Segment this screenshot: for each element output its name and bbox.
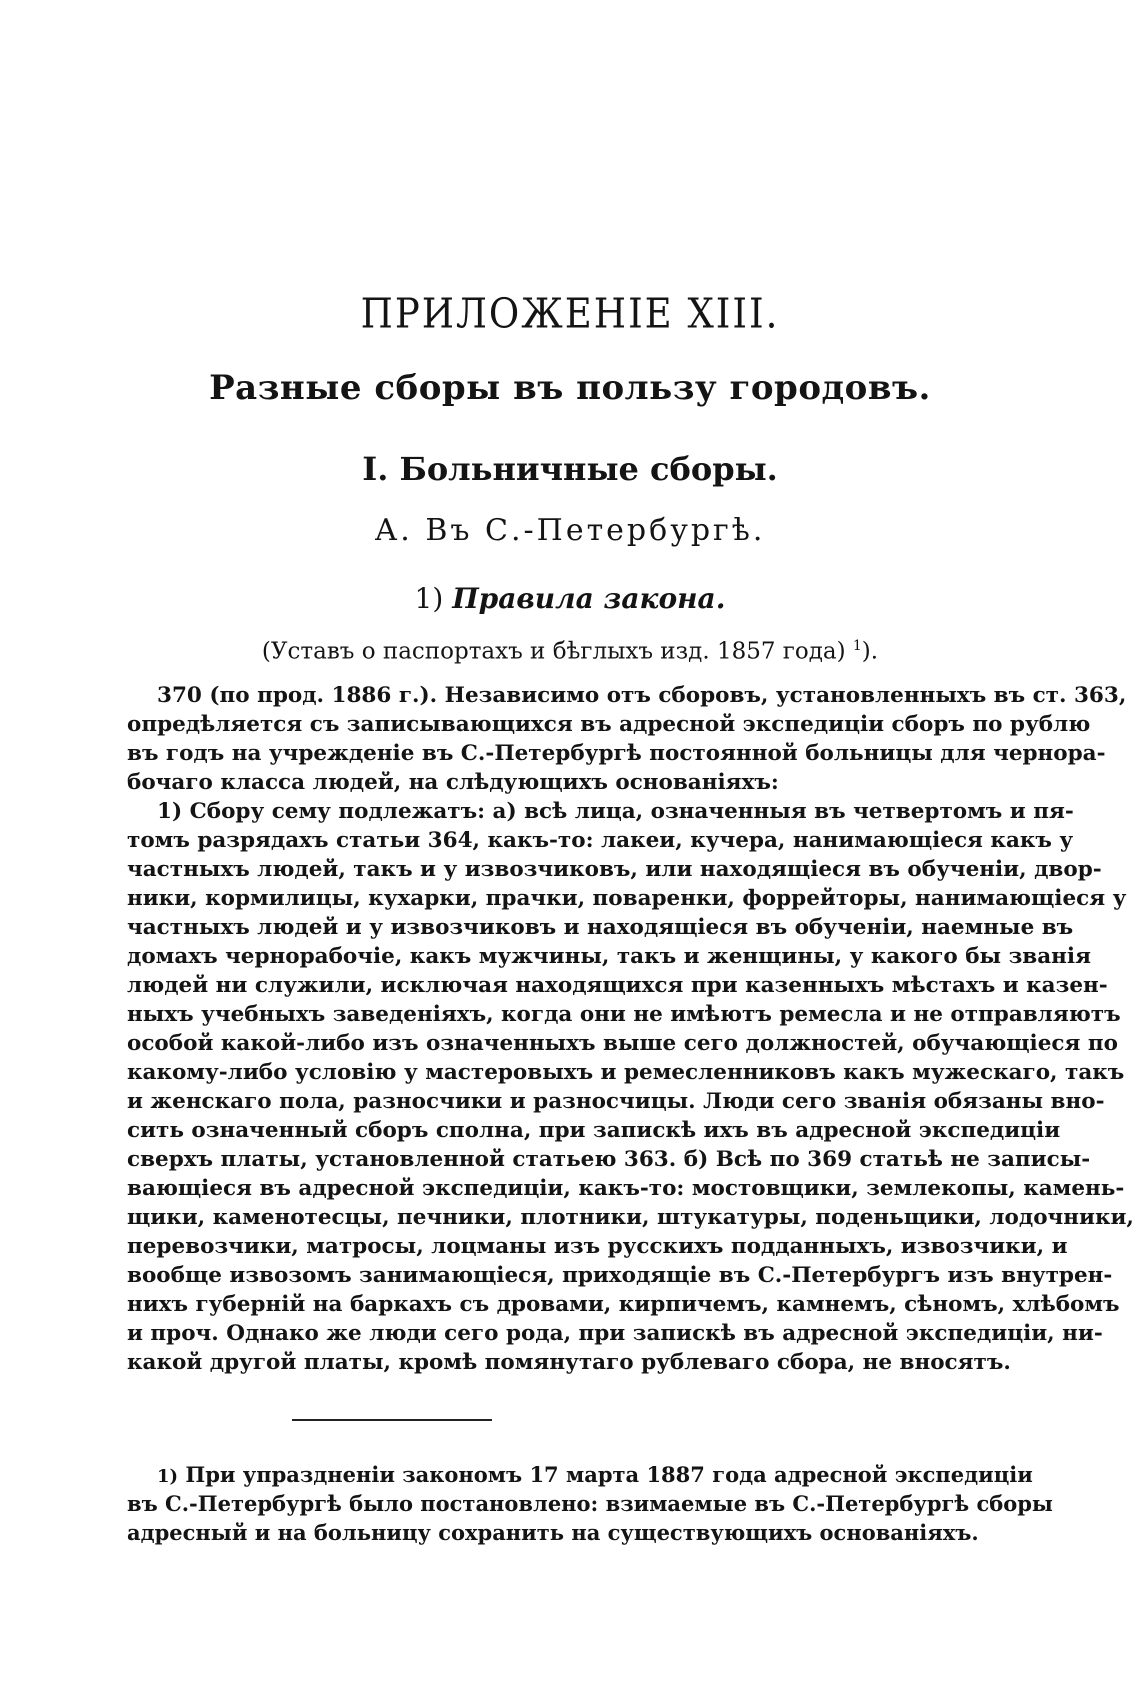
text-line: людей ни служили, исключая находящихся при казенныхъ мѣстахъ и казен- (127, 973, 1108, 998)
text-line: и женскаго пола, разносчики и разносчицы. Люди сего званія обязаны вно- (127, 1089, 1105, 1114)
footnote-line: адресный и на больницу сохранить на существующихъ основаніяхъ. (127, 1520, 979, 1545)
text-line: перевозчики, матросы, лоцманы изъ русскихъ подданныхъ, извозчики, и (127, 1234, 1068, 1259)
text-line: частныхъ людей, такъ и у извозчиковъ, или находящіеся въ обученіи, двор- (127, 857, 1102, 882)
footnote-reference: 1 (852, 638, 862, 654)
text-line: домахъ чернорабочіе, какъ мужчины, такъ и женщины, у какого бы званія (127, 944, 1091, 969)
footnote-text: При упраздненіи закономъ 17 марта 1887 года адресной экспедиціи (185, 1462, 1033, 1487)
text-line: ники, кормилицы, кухарки, прачки, поваренки, форрейторы, нанимающіеся у (127, 886, 1127, 911)
text-line: вообще извозомъ занимающіеся, приходящіе въ С.-Петербургъ изъ внутрен- (127, 1263, 1113, 1288)
footnote-line (157, 1462, 1033, 1488)
text-line: 1) Сбору сему подлежатъ: а) всѣ лица, означенныя въ четвертомъ и пя- (157, 799, 1074, 824)
text-line: бочаго класса людей, на слѣдующихъ основаніяхъ: (127, 770, 779, 795)
text-line: опредѣляется съ записывающихся въ адресной экспедиціи сборъ по рублю (127, 712, 1091, 737)
text-line: сверхъ платы, установленной статьею 363. б) Всѣ по 369 статьѣ не записы- (127, 1147, 1091, 1172)
text-line: частныхъ людей и у извозчиковъ и находящіеся въ обученіи, наемные въ (127, 915, 1074, 940)
source-note-text: (Уставъ о паспортахъ и бѣглыхъ изд. 1857 года) (261, 638, 846, 665)
text-line: ныхъ учебныхъ заведеніяхъ, когда они не имѣютъ ремесла и не отправляютъ (127, 1002, 1121, 1027)
appendix-heading: ПРИЛОЖЕНІЕ XIII. (360, 289, 780, 338)
footnote-line: въ С.-Петербургѣ было постановлено: взимаемые въ С.-Петербургѣ сборы (127, 1491, 1053, 1516)
rules-heading (0, 582, 1140, 615)
text-line: въ годъ на учрежденіе въ С.-Петербургѣ постоянной больницы для чернора- (127, 741, 1106, 766)
text-line: и проч. Однако же люди сего рода, при запискѣ въ адресной экспедиціи, ни- (127, 1321, 1103, 1346)
footnote-divider (292, 1419, 492, 1421)
rules-title: Правила закона. (452, 582, 726, 615)
text-line: сить означенный сборъ сполна, при запискѣ ихъ въ адресной экспедиціи (127, 1118, 1061, 1143)
text-line: 370 (по прод. 1886 г.). Независимо отъ сборовъ, установленныхъ въ ст. 363, (157, 683, 1127, 708)
text-line: нихъ губерній на баркахъ съ дровами, кирпичемъ, камнемъ, сѣномъ, хлѣбомъ (127, 1292, 1120, 1317)
text-line: томъ разрядахъ статьи 364, какъ-то: лакеи, кучера, нанимающіеся какъ у (127, 828, 1074, 853)
footnote-mark: 1) (157, 1466, 179, 1487)
source-note: (Уставъ о паспортахъ и бѣглыхъ изд. 1857 года) $^1$). (261, 638, 879, 665)
text-line: какому-либо условію у мастеровыхъ и ремесленниковъ какъ мужескаго, такъ (127, 1060, 1125, 1085)
text-line: щики, каменотесцы, печники, плотники, штукатуры, поденьщики, лодочники, (127, 1205, 1134, 1230)
main-title: Разные сборы въ пользу городовъ. (209, 368, 931, 408)
section-heading: I. Больничные сборы. (362, 450, 778, 488)
text-line: какой другой платы, кромѣ помянутаго рублеваго сбора, не вносятъ. (127, 1350, 1011, 1375)
subsection-heading: А. Въ С.-Петербургѣ. (374, 513, 766, 548)
text-line: особой какой-либо изъ означенныхъ выше сего должностей, обучающіеся по (127, 1031, 1118, 1056)
rules-number: 1) (414, 582, 444, 615)
text-line: вающіеся въ адресной экспедиціи, какъ-то: мостовщики, землекопы, камень- (127, 1176, 1125, 1201)
